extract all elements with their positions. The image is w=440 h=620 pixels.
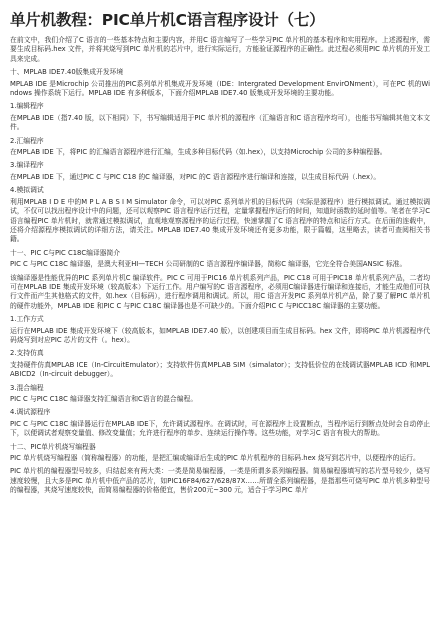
section-heading: 1.工作方式 bbox=[10, 315, 44, 324]
body-paragraph: PIC 单片机的编程器型号较多，归结起来有两大类：一类是简易编程器，一类是所谓多系列编程器。简易编程器填写的芯片型号较少，烧写速度较慢，且大多是PIC 单片机中低产品的芯片，如PIC16F84/627/628/87X……所谓全系列编程器，是指那些可烧写PIC 单片机多种型号的编程器，其烧写速度较快，而简易编程器的价格便宜，售价200元~300 元，适合于学习PIC 单片 bbox=[10, 467, 430, 495]
body-paragraph: PIC C 与PIC C18C 编译器运行在MPLAB IDE下，允许调试源程序。在调试时，可在源程序上设置断点，当程序运行到断点处时会自动停止下，以便调试者观察变量值、修改变量值；允许进行程序的单步、连续运行操作等。这些功能，对学习C 语言有极大的帮助。 bbox=[10, 419, 430, 438]
body-paragraph: 运行在MPLAB IDE 集成开发环境下（较高版本，如MPLAB IDE7.40 版），以创建项目而生成目标码。hex 文件，即将PIC 单片机源程序代码烧写到对应PIC 芯片的文件（。hex）。 bbox=[10, 326, 430, 344]
section-heading: 3.编译程序 bbox=[10, 161, 44, 170]
page-title: 单片机教程：PIC单片机C语言程序设计（七） bbox=[10, 11, 325, 29]
section-heading: 3.混合编程 bbox=[10, 383, 44, 392]
section-heading: 4.模拟调试 bbox=[10, 186, 44, 195]
body-paragraph: 在MPLAB IDE（指7.40 版，以下相同）下，书写编辑适用于PIC 单片机的源程序（汇编语言和C 语言程序均可），也能书写编辑其他文本文件。 bbox=[10, 113, 430, 132]
section-heading: 2.支持仿真 bbox=[10, 349, 44, 358]
section-heading: 2.汇编程序 bbox=[10, 136, 44, 145]
section-heading: 1.编辑程序 bbox=[10, 102, 44, 111]
section-heading: 4.调试源程序 bbox=[10, 408, 51, 417]
body-paragraph: PIC C 与PIC C18C 编译器支持汇编语言和C语言的混合编程。 bbox=[10, 395, 198, 403]
section-heading: 十二、PIC单片机烧写编程器 bbox=[10, 442, 96, 451]
section-heading: 十、MPLAB IDE7.40版集成开发环境 bbox=[10, 68, 124, 77]
body-paragraph: 在MPLAB IDE 下，通过PIC C 与PIC C18 的C 编译器，对PIC 的C 语言源程序进行编译和连接，以生成目标代码（.hex）。 bbox=[10, 172, 381, 181]
article-body bbox=[10, 36, 430, 496]
body-paragraph: PIC C 与PIC C18C 编译器，是澳大利亚HI—TECH 公司研制的C 语言源程序编译器，简称C 编译器，它完全符合美国ANSIC 标准。 bbox=[10, 260, 407, 269]
body-paragraph: 支持硬件仿真MPLAB ICE（In-CircuitEmulator）；支持软件仿真MPLAB SIM（simalator）；支持低价位的在线调试器MPLAB ICD 和MPLABICD2（In-circuit debugger）。 bbox=[10, 360, 430, 379]
body-paragraph: 在MPLAB IDE 下，将PIC 的汇编语言源程序进行汇编，生成多种目标代码（如.hex），以支持Microchip 公司的多种编程器。 bbox=[10, 148, 387, 157]
body-paragraph: MPLAB IDE 是Microchip 公司推出的PIC系列单片机集成开发环境（IDE：Intergrated Development EnvirONment），可在PC 机的Windows 操作系统下运行。MPLAB IDE 有多种版本，下面介绍MPLAB IDE7.40 版集成开发环境的主要功能。 bbox=[10, 79, 430, 98]
body-paragraph: 在前文中，我们介绍了C 语言的一些基本特点和主要内容，并用C 语言编写了一些学习PIC 单片机的基本程序和实用程序。上述源程序，需要生成目标码.hex 文件，并将其烧写到PIC 单片机的芯片中，进行实际运行，方能验证源程序的正确性。此过程必须用PIC 单片机的开发工具来完成。 bbox=[10, 36, 430, 63]
body-paragraph: PIC 单片机烧写编程器（简称编程器）的功能，是把汇编或编译后生成的PIC 单片机程序的目标码.hex 烧写到芯片中，以便程序的运行。 bbox=[10, 454, 420, 463]
section-heading: 十一、PIC C与PIC C18C编译器简介 bbox=[10, 248, 121, 257]
body-paragraph: 利用MPLAB I D E 中的M P L A B S I M Simulator 命令，可以对PIC 系列单片机的目标代码（实际是源程序）进行模拟调试。通过模拟调试，不仅可以找出程序设计中的问题，还可以观察PIC 语言程序运行过程，定量掌握程序运行的时间，知道时函数的延时值等。笔者在学习C 语言编程PIC 单片机时，就常通过模拟调试，直观地观察源程序的运行过程，快速掌握了C 语言程序的特点和运行方式。在后面的连载中，还将介绍源程序模拟调试的详细方法，请关注。MPLAB IDE7.40 集成开发环境还有更多功能，限于篇幅，这里略去，读者可查阅相关书籍。 bbox=[10, 197, 430, 244]
body-paragraph: 该编译器是性能优异的PIC 系列单片机C 编译软件。PIC C 可用于PIC16 单片机系列产品，PIC C18 可用于PIC18 单片机系列产品，二者均可在MPLAB IDE 集成开发环境（较高版本）下运行工作。用户编写的C 语言源程序，必须用C编译器进行编译和连接后，才能生成他们可执行文件而产生其他格式的文件，如.hex（目标码），进行程序调用和调试。所以，用C 语言开发PIC 系列单片机产品，除了要了解PIC 单片机的硬件功能外，MPLAB IDE 和PIC C 与PIC C18C 编译器也是不可缺少的。下面介绍PIC C 与PICC18C 编译器的主要功能。 bbox=[10, 273, 430, 310]
